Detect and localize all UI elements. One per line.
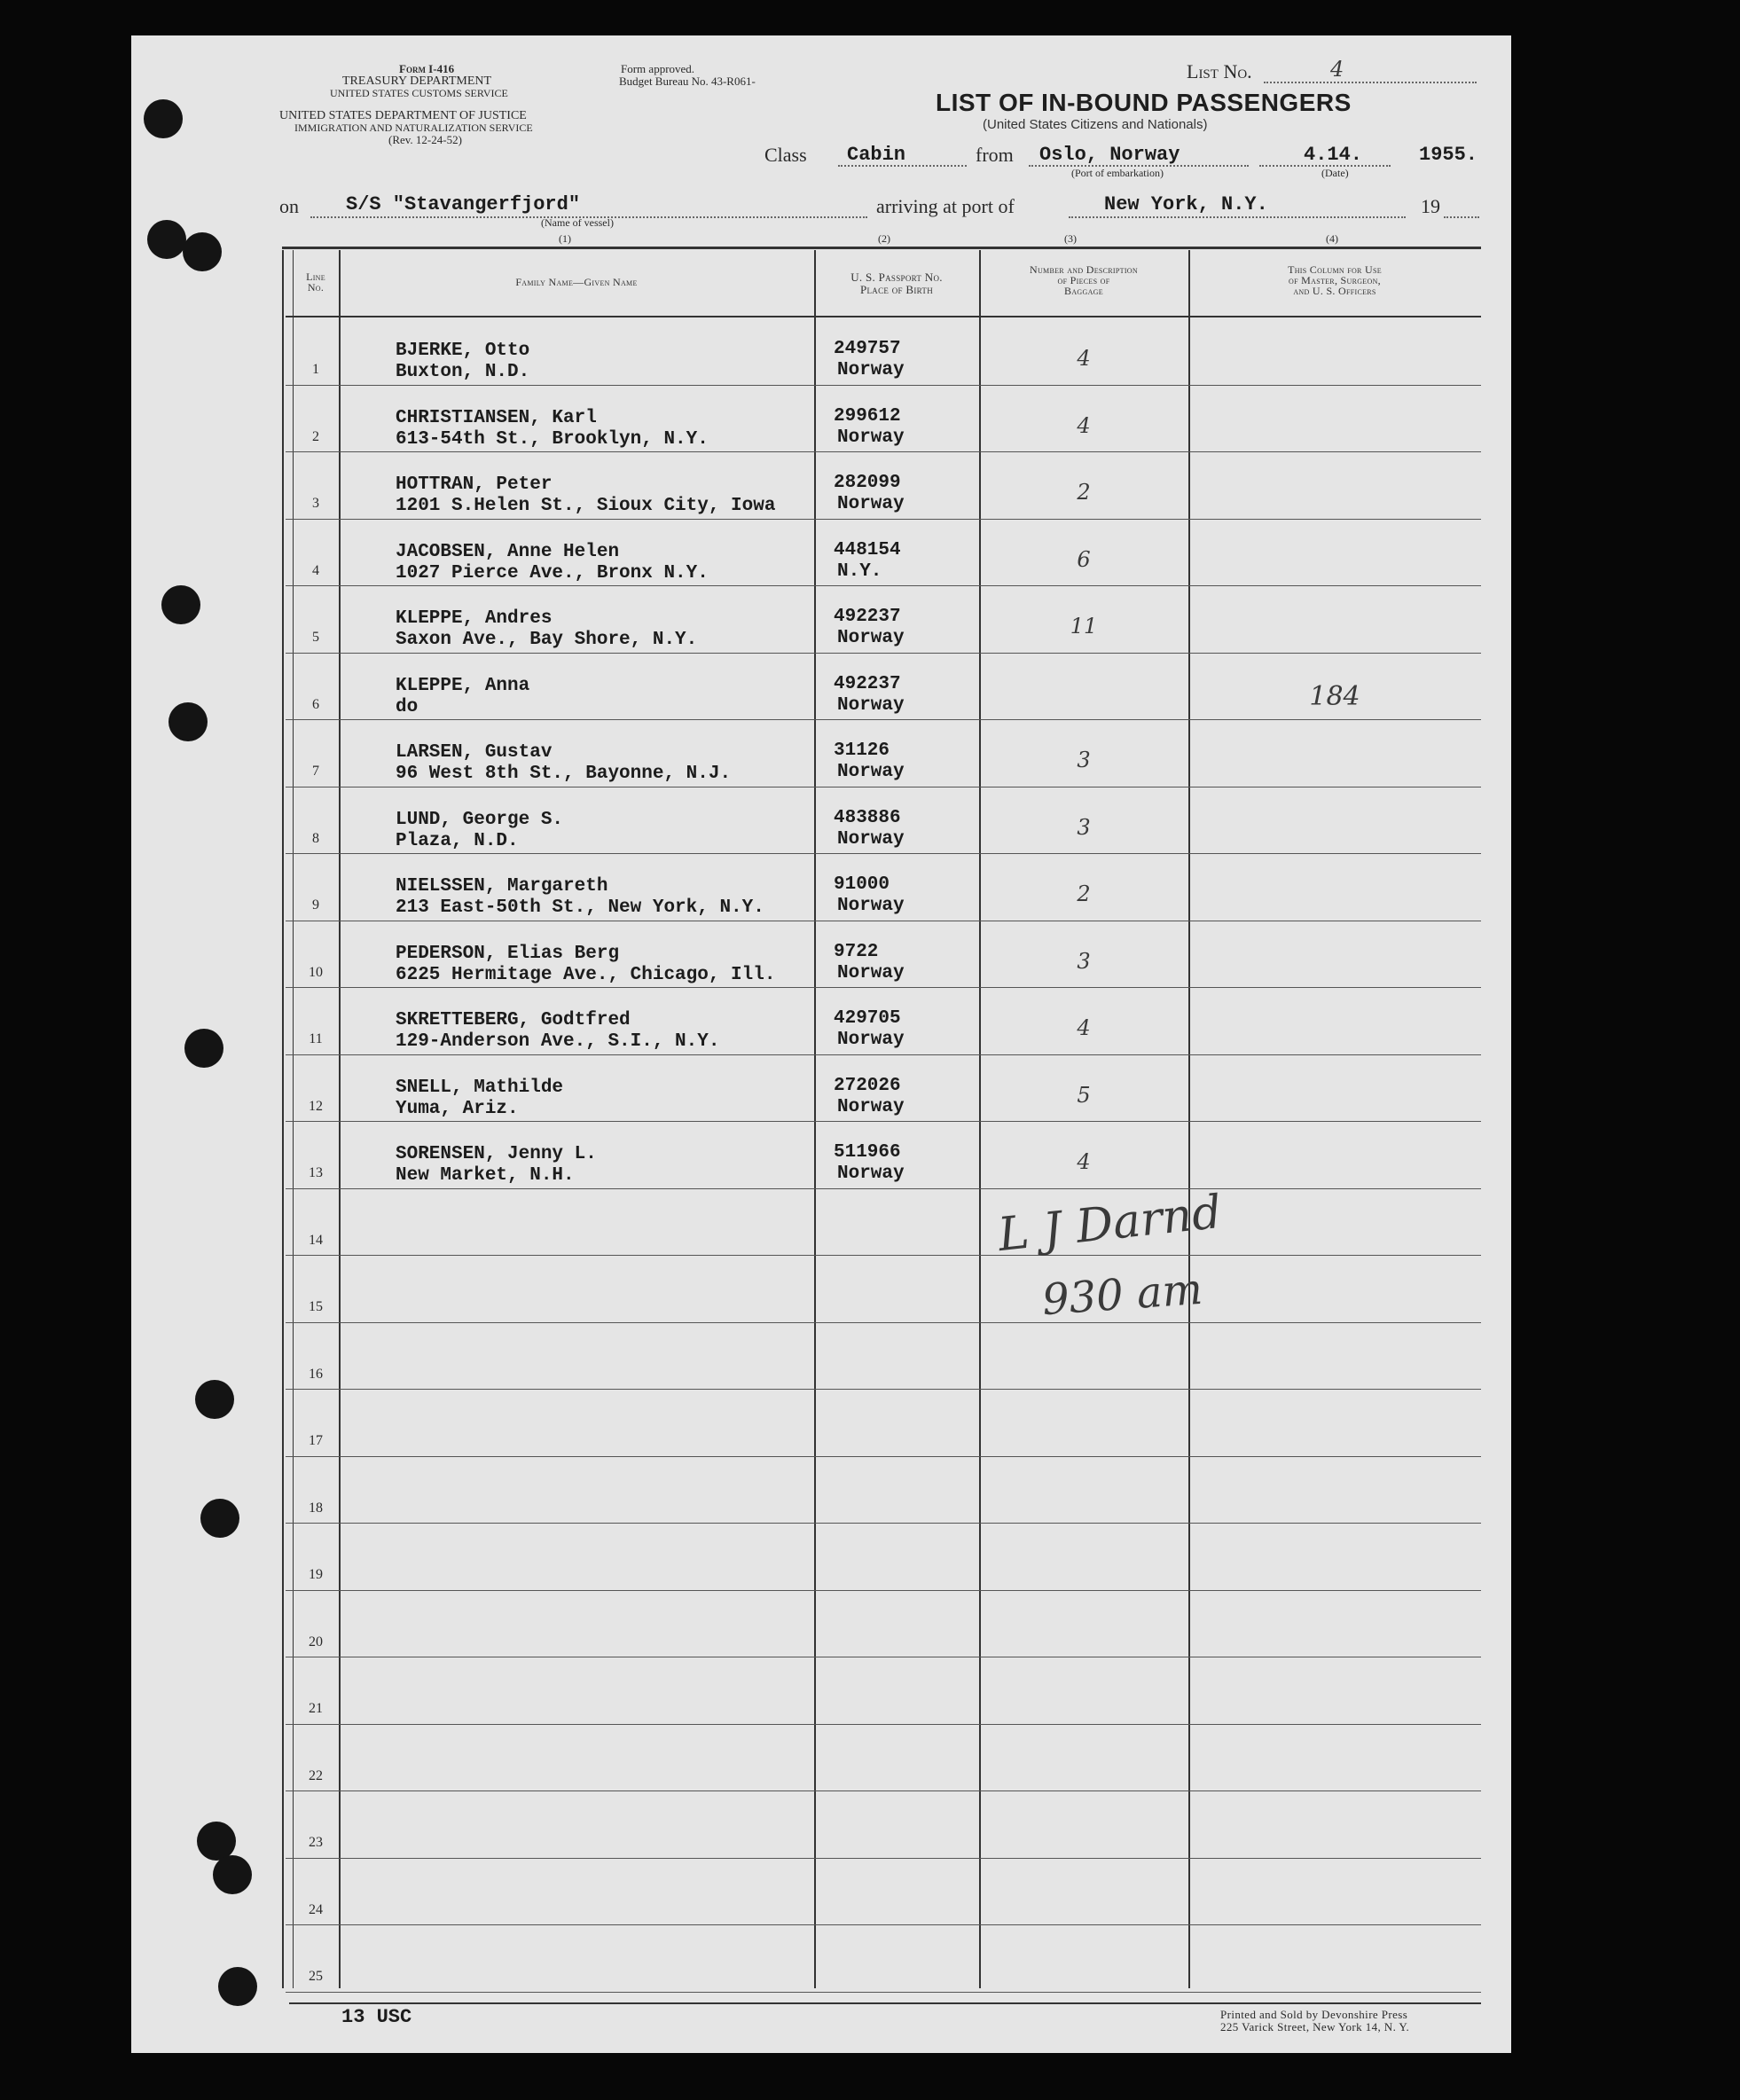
baggage-count: 3	[1077, 814, 1091, 840]
baggage-count: 4	[1077, 412, 1091, 438]
header-line-2: No.	[307, 281, 325, 294]
department-treasury: TREASURY DEPARTMENT	[342, 74, 492, 88]
punch-hole	[161, 585, 200, 624]
port-caption: (Port of embarkation)	[1071, 167, 1164, 179]
punch-hole	[184, 1029, 223, 1068]
passenger-name: SNELL, Mathilde	[396, 1077, 564, 1098]
list-no-value: 4	[1330, 57, 1344, 82]
place-of-birth: N.Y.	[837, 560, 882, 582]
punch-hole	[213, 1855, 252, 1894]
place-of-birth: Norway	[837, 360, 905, 380]
column-number-2: (2)	[878, 232, 890, 245]
passenger-name: KLEPPE, Anna	[396, 675, 530, 696]
passport-number: 282099	[834, 473, 901, 493]
printer-line-1: Printed and Sold by Devonshire Press	[1220, 2008, 1408, 2021]
arrival-port: New York, N.Y.	[1104, 193, 1268, 215]
column-number-1: (1)	[559, 232, 571, 245]
passenger-address: 1027 Pierce Ave., Bronx N.Y.	[396, 562, 709, 584]
passport-number: 448154	[834, 539, 901, 560]
line-number: 4	[312, 562, 319, 578]
year-prefix: 19	[1421, 195, 1440, 217]
passenger-address: Buxton, N.D.	[396, 362, 530, 382]
form-revision: (Rev. 12-24-52)	[388, 133, 462, 146]
line-number: 3	[312, 496, 319, 511]
line-number: 1	[312, 362, 319, 377]
passenger-address: 1201 S.Helen St., Sioux City, Iowa	[396, 496, 776, 516]
header-name: Family Name—Given Name	[515, 276, 638, 288]
passenger-name: PEDERSON, Elias Berg	[396, 943, 620, 964]
passenger-name: SORENSEN, Jenny L.	[396, 1144, 597, 1164]
footer-code: 13 USC	[341, 2006, 412, 2028]
header-passport-1: U. S. Passport No.	[850, 270, 943, 284]
line-number: 25	[309, 1969, 323, 1984]
officer-note: 184	[1309, 680, 1360, 712]
header-line-1: Line	[306, 270, 325, 283]
passenger-address: 6225 Hermitage Ave., Chicago, Ill.	[396, 964, 776, 985]
passenger-address: 213 East-50th St., New York, N.Y.	[396, 897, 764, 918]
punch-hole	[147, 220, 186, 259]
header-officers-3: and U. S. Officers	[1293, 285, 1376, 297]
passenger-name: BJERKE, Otto	[396, 341, 530, 361]
baggage-count: 2	[1077, 480, 1091, 505]
passenger-address: 129-Anderson Ave., S.I., N.Y.	[396, 1031, 720, 1052]
passenger-name: CHRISTIANSEN, Karl	[396, 407, 597, 428]
punch-hole	[218, 1967, 257, 2006]
header-passport-2: Place of Birth	[859, 283, 934, 296]
page-title: LIST OF IN-BOUND PASSENGERS	[936, 89, 1352, 116]
passport-number: 272026	[834, 1075, 901, 1096]
punch-hole	[169, 702, 208, 741]
inspector-signature: L J Darnd	[995, 1185, 1225, 1263]
department-ins: IMMIGRATION AND NATURALIZATION SERVICE	[294, 121, 533, 134]
passenger-address: 96 West 8th St., Bayonne, N.J.	[396, 764, 732, 784]
date-value: 4.14.	[1304, 144, 1363, 166]
line-number: 15	[309, 1299, 323, 1314]
line-number: 17	[309, 1433, 323, 1448]
printer-line-2: 225 Varick Street, New York 14, N. Y.	[1220, 2020, 1410, 2033]
budget-bureau-no: Budget Bureau No. 43-R061-	[619, 74, 756, 88]
line-number: 20	[309, 1634, 323, 1649]
header-baggage-3: Baggage	[1064, 285, 1103, 297]
line-number: 16	[309, 1366, 323, 1382]
place-of-birth: Norway	[837, 896, 905, 916]
place-of-birth: Norway	[837, 628, 905, 648]
punch-hole	[144, 99, 183, 138]
line-number: 18	[309, 1500, 323, 1516]
class-value: Cabin	[847, 144, 906, 166]
inspection-time: 930 am	[1040, 1264, 1204, 1326]
passenger-address: 613-54th St., Brooklyn, N.Y.	[396, 428, 709, 450]
passenger-name: NIELSSEN, Margareth	[396, 876, 608, 897]
line-number: 6	[312, 696, 319, 712]
place-of-birth: Norway	[837, 762, 905, 782]
line-number: 23	[309, 1835, 323, 1850]
line-number: 5	[312, 630, 319, 645]
baggage-count: 5	[1077, 1082, 1091, 1108]
date-caption: (Date)	[1321, 167, 1349, 179]
place-of-birth: Norway	[837, 1030, 905, 1050]
baggage-count: 11	[1070, 614, 1098, 639]
department-justice: UNITED STATES DEPARTMENT OF JUSTICE	[279, 109, 527, 122]
on-label: on	[279, 195, 299, 217]
passenger-address: Yuma, Ariz.	[396, 1098, 519, 1119]
from-label: from	[976, 144, 1014, 166]
line-number: 24	[309, 1901, 323, 1917]
punch-hole	[195, 1380, 234, 1419]
passenger-name: HOTTRAN, Peter	[396, 474, 553, 495]
line-number: 21	[309, 1701, 323, 1716]
passport-number: 492237	[834, 607, 901, 627]
baggage-count: 3	[1077, 748, 1091, 772]
header-officers-2: of Master, Surgeon,	[1289, 274, 1381, 286]
place-of-birth: Norway	[837, 962, 905, 983]
line-number: 7	[312, 764, 319, 779]
column-number-4: (4)	[1326, 232, 1338, 245]
approval-note: Form approved.	[621, 62, 695, 75]
passport-number: 31126	[834, 740, 890, 761]
arriving-label: arriving at port of	[876, 195, 1015, 217]
class-label: Class	[764, 144, 807, 166]
baggage-count: 4	[1077, 346, 1091, 371]
passenger-address: New Market, N.H.	[396, 1165, 575, 1186]
baggage-count: 2	[1077, 882, 1091, 906]
passenger-name: SKRETTEBERG, Godtfred	[396, 1010, 631, 1030]
passenger-address: Plaza, N.D.	[396, 830, 519, 851]
place-of-birth: Norway	[837, 1164, 905, 1184]
passport-number: 299612	[834, 405, 901, 427]
header-baggage-2: of Pieces of	[1057, 274, 1110, 286]
passenger-name: LUND, George S.	[396, 809, 564, 830]
punch-hole	[183, 232, 222, 271]
passenger-address: do	[396, 696, 419, 717]
year-value: 1955.	[1419, 144, 1478, 166]
passport-number: 91000	[834, 874, 890, 895]
line-number: 19	[309, 1567, 323, 1582]
passenger-name: LARSEN, Gustav	[396, 742, 553, 763]
line-number: 13	[309, 1165, 323, 1180]
passport-number: 511966	[834, 1142, 901, 1163]
place-of-birth: Norway	[837, 1096, 905, 1117]
list-no-label: List No.	[1187, 60, 1252, 82]
line-number: 2	[312, 428, 319, 444]
baggage-count: 6	[1077, 546, 1091, 572]
line-number: 12	[309, 1098, 323, 1114]
line-number: 14	[309, 1232, 323, 1248]
baggage-count: 4	[1077, 1015, 1091, 1040]
form-id: Form I-416	[399, 62, 455, 75]
passenger-name: JACOBSEN, Anne Helen	[396, 541, 620, 562]
line-number: 11	[309, 1031, 323, 1046]
passport-number: 249757	[834, 339, 901, 359]
column-number-3: (3)	[1064, 232, 1077, 245]
passenger-name: KLEPPE, Andres	[396, 608, 553, 629]
department-customs: UNITED STATES CUSTOMS SERVICE	[330, 87, 508, 99]
place-of-birth: Norway	[837, 427, 905, 448]
page-subtitle: (United States Citizens and Nationals)	[983, 117, 1208, 132]
place-of-birth: Norway	[837, 494, 905, 514]
line-number: 10	[309, 964, 323, 980]
baggage-count: 4	[1077, 1149, 1091, 1174]
line-number: 22	[309, 1767, 323, 1783]
passport-number: 492237	[834, 673, 901, 694]
embarkation-port: Oslo, Norway	[1039, 144, 1180, 166]
passport-number: 483886	[834, 807, 901, 828]
baggage-count: 3	[1077, 948, 1091, 974]
line-number: 9	[312, 897, 319, 913]
header-officers-1: This Column for Use	[1288, 263, 1382, 276]
line-number: 8	[312, 830, 319, 846]
vessel-name: S/S "Stavangerfjord"	[346, 193, 581, 215]
header-baggage-1: Number and Description	[1030, 263, 1138, 276]
place-of-birth: Norway	[837, 828, 905, 850]
place-of-birth: Norway	[837, 694, 905, 716]
passenger-address: Saxon Ave., Bay Shore, N.Y.	[396, 630, 698, 650]
passport-number: 429705	[834, 1008, 901, 1029]
passport-number: 9722	[834, 941, 879, 962]
vessel-caption: (Name of vessel)	[541, 216, 614, 229]
punch-hole	[200, 1499, 239, 1538]
